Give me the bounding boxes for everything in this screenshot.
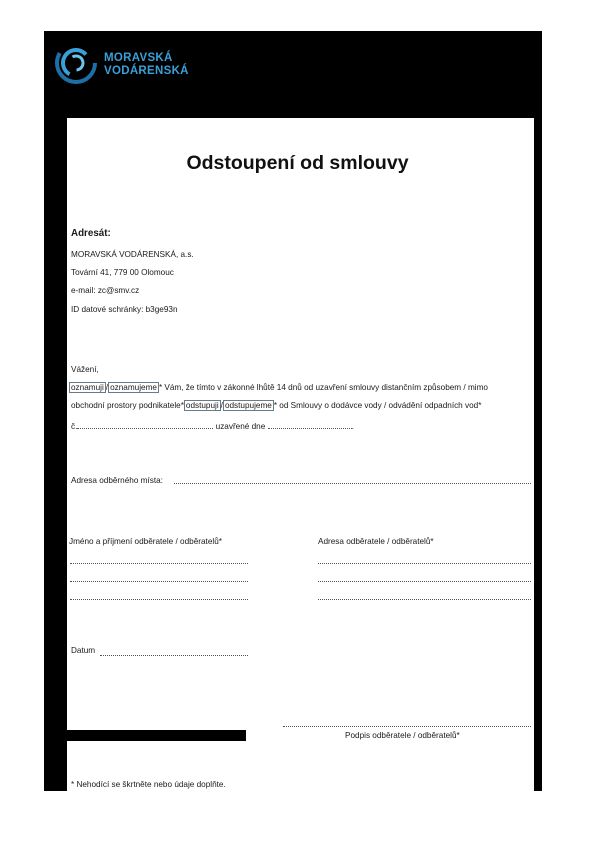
footnote: * Nehodící se škrtněte nebo údaje doplňte. bbox=[71, 780, 226, 789]
customer-name-label: Jméno a příjmení odběratele / odběratelů* bbox=[69, 537, 222, 546]
company-logo bbox=[54, 41, 204, 85]
date-label: Datum bbox=[71, 646, 96, 655]
option-odstupuji[interactable]: odstupuji bbox=[185, 401, 219, 410]
consumption-address-label: Adresa odběrného místa: bbox=[71, 476, 163, 485]
line1-text: * Vám, že tímto v zákonné lhůtě 14 dnů od uzavření smlouvy distančním způsobem / mimo bbox=[158, 383, 488, 392]
address-line-email: e-mail: zc@smv.cz bbox=[71, 286, 140, 295]
option-oznamujeme[interactable]: oznamujeme bbox=[110, 383, 157, 392]
logo-swirl-icon bbox=[54, 41, 98, 85]
signature-field[interactable] bbox=[283, 726, 531, 727]
option-odstupujeme[interactable]: odstupujeme bbox=[224, 401, 272, 410]
line2-text: * od Smlouvy o dodávce vody / odvádění odpadních vod* bbox=[273, 401, 482, 410]
concluded-date-field[interactable] bbox=[268, 420, 352, 429]
paragraph-line-3 bbox=[71, 420, 354, 431]
customer-name-field-2[interactable] bbox=[70, 581, 248, 582]
greeting: Vážení, bbox=[71, 365, 99, 374]
frame-notch bbox=[67, 730, 246, 741]
page-title: Odstoupení od smlouvy bbox=[186, 152, 409, 174]
address-line-street: Tovární 41, 779 00 Olomouc bbox=[71, 268, 174, 277]
paragraph-line-2 bbox=[71, 401, 481, 410]
period: . bbox=[351, 422, 354, 431]
customer-name-field-1[interactable] bbox=[70, 563, 248, 564]
logo-line-2: VODÁRENSKÁ bbox=[104, 65, 189, 77]
slash: / bbox=[105, 383, 109, 392]
customer-name-field-3[interactable] bbox=[70, 599, 248, 600]
logo-line-1: MORAVSKÁ bbox=[104, 52, 173, 64]
date-field[interactable] bbox=[100, 655, 248, 656]
address-heading: Adresát: bbox=[71, 228, 111, 239]
customer-address-field-1[interactable] bbox=[318, 563, 531, 564]
contract-number-field[interactable] bbox=[77, 420, 213, 429]
form-sheet bbox=[67, 118, 534, 791]
customer-address-field-3[interactable] bbox=[318, 599, 531, 600]
customer-address-label: Adresa odběratele / odběratelů* bbox=[318, 537, 434, 546]
address-line-databox: ID datové schránky: b3ge93n bbox=[71, 305, 178, 314]
consumption-address-field[interactable] bbox=[174, 483, 531, 484]
concluded-label: uzavřené dne bbox=[215, 422, 266, 431]
customer-address-field-2[interactable] bbox=[318, 581, 531, 582]
option-oznamuji[interactable]: oznamuji bbox=[71, 383, 104, 392]
contract-number-label: č. bbox=[71, 422, 78, 431]
paragraph-line-1 bbox=[69, 383, 488, 392]
address-line-company: MORAVSKÁ VODÁRENSKÁ, a.s. bbox=[71, 250, 194, 259]
slash: / bbox=[220, 401, 223, 410]
line2-prefix: obchodní prostory podnikatele* bbox=[71, 401, 184, 410]
logo-text bbox=[104, 52, 189, 78]
signature-label: Podpis odběratele / odběratelů* bbox=[345, 731, 460, 740]
